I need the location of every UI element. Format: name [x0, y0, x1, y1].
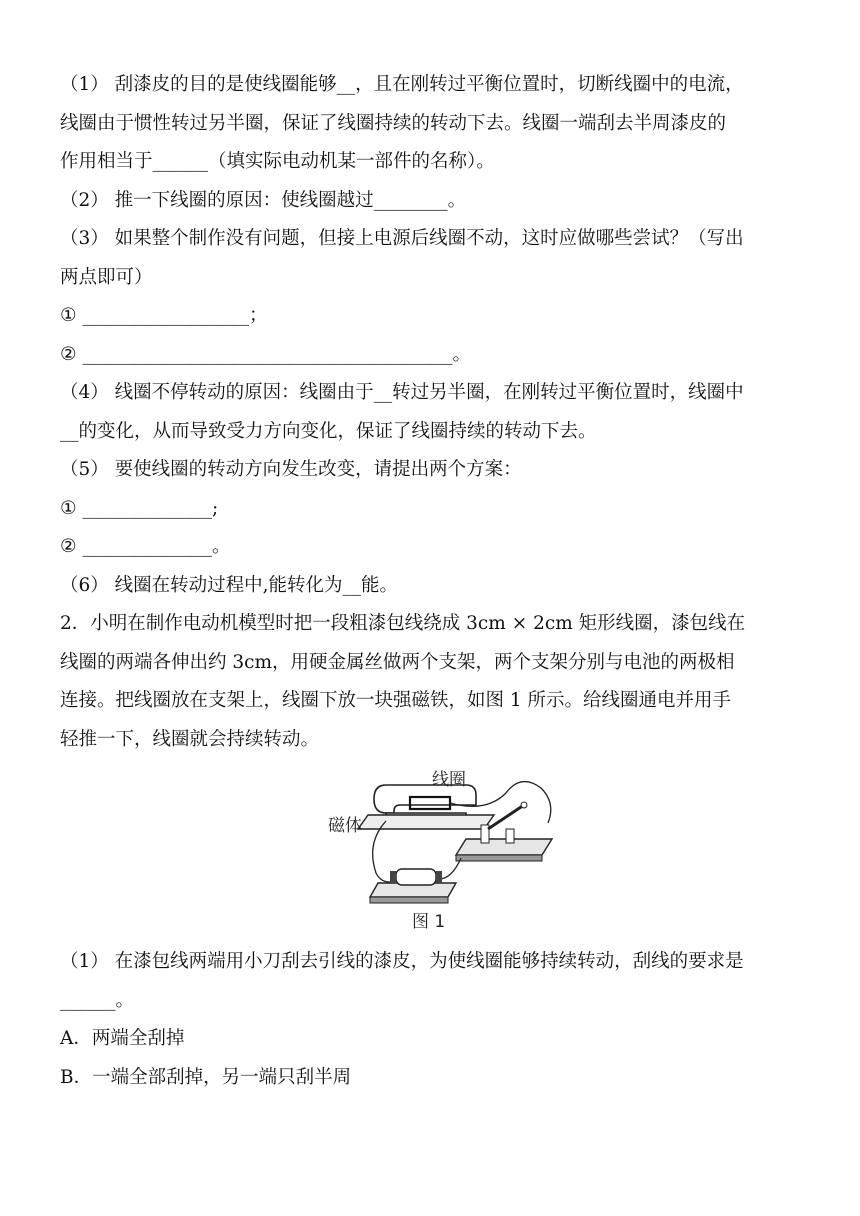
magnet-label: 磁体: [328, 816, 362, 836]
text-line: 两点即可）: [60, 266, 153, 288]
text-line: （2） 推一下线圈的原因：使线圈越过________。: [60, 189, 467, 211]
text-line: 线圈由于惯性转过另半圈，保证了线圈持续的转动下去。线圈一端刮去半周漆皮的: [60, 112, 727, 134]
text-line: 线圈的两端各伸出约 3cm，用硬金属丝做两个支架，两个支架分别与电池的两极相: [60, 651, 735, 673]
magnet-base: [358, 815, 494, 829]
text-line: 连接。把线圈放在支架上，线圈下放一块强磁铁，如图 1 所示。给线圈通电并用手: [60, 690, 732, 711]
text-line: 轻推一下，线圈就会持续转动。: [60, 728, 320, 750]
text-line: ② ______________。: [60, 536, 231, 557]
document-page: [60, 66, 808, 1097]
text-line: ② ________________________________________。: [60, 343, 471, 365]
text-line: 2．小明在制作电动机模型时把一段粗漆包线绕成 3cm × 2cm 矩形线圈，漆包线在: [60, 613, 746, 634]
figure-caption: 图 1: [412, 912, 446, 932]
text-line: （1） 在漆包线两端用小刀刮去引线的漆皮，为使线圈能够持续转动，刮线的要求是: [60, 951, 744, 972]
question-2: [60, 605, 808, 759]
text-line: 作用相当于______（填实际电动机某一部件的名称）。: [60, 151, 495, 172]
text-line: （5） 要使线圈的转动方向发生改变，请提出两个方案：: [60, 459, 522, 480]
motor-figure: [60, 763, 808, 943]
part-1-questions: [60, 66, 808, 605]
text-line: __的变化，从而导致受力方向变化，保证了线圈持续的转动下去。: [60, 420, 597, 442]
text-line: ① ______________;: [60, 497, 219, 519]
text-line: （3） 如果整个制作没有问题，但接上电源后线圈不动，这时应做哪些尝试？（写出: [60, 228, 744, 249]
text-line: （4） 线圈不停转动的原因：线圈由于__转过另半圈，在刚转过平衡位置时，线圈中: [60, 382, 744, 403]
text-line: ______。: [60, 989, 135, 1011]
text-line: ① __________________；: [60, 305, 268, 326]
text-line: （1） 刮漆皮的目的是使线圈能够__，且在刚转过平衡位置时，切断线圈中的电流，: [60, 74, 744, 95]
text-line: （6） 线圈在转动过程中,能转化为__能。: [60, 574, 399, 596]
coil-label: 线圈: [432, 770, 466, 790]
battery-shape: [396, 869, 436, 885]
question-2-part-1: [60, 943, 808, 1097]
option-a: A．两端全刮掉: [60, 1028, 185, 1049]
option-b: B．一端全部刮掉，另一端只刮半周: [60, 1066, 352, 1088]
